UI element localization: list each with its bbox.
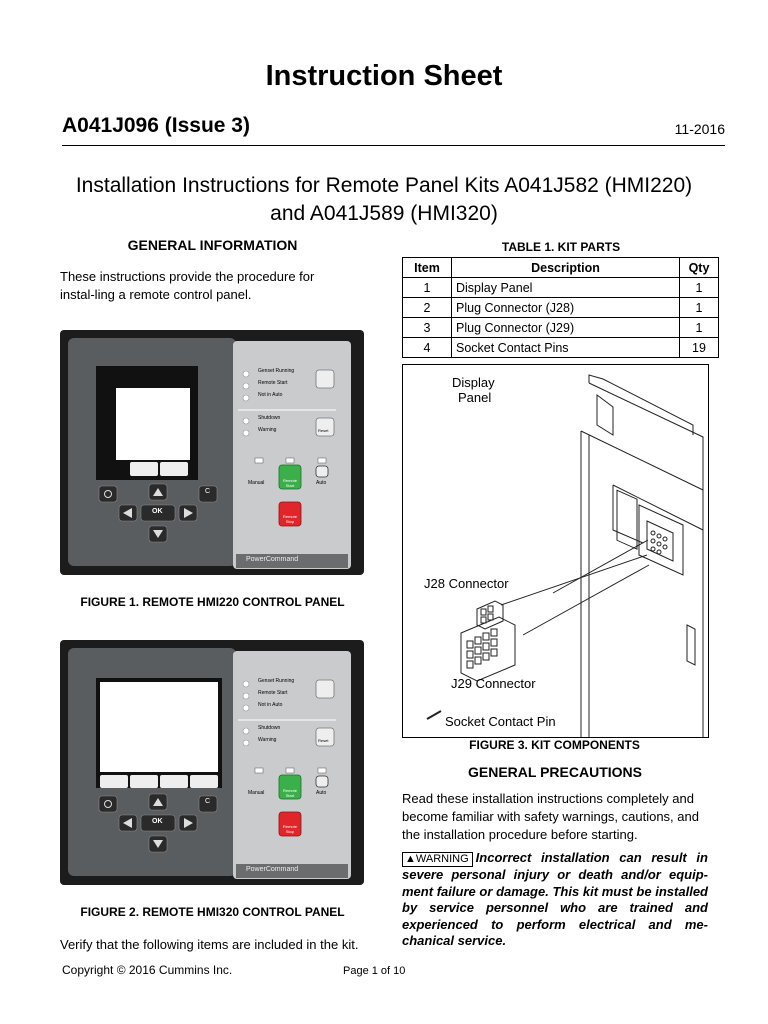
description-cell: Socket Contact Pins [452, 338, 680, 358]
label-reset: Reset [318, 428, 329, 433]
label-genset-running: Genset Running [258, 368, 295, 374]
label-remote-start: Remote Start [258, 690, 288, 696]
figure-2-hmi320-panel [60, 640, 364, 885]
label-j28-connector: J28 Connector [424, 576, 509, 591]
item-cell: 3 [403, 318, 452, 338]
general-info-heading: GENERAL INFORMATION [127, 237, 298, 253]
hmi320-panel-illustration [60, 640, 364, 885]
figure-1-caption: FIGURE 1. REMOTE HMI220 CONTROL PANEL [80, 595, 345, 609]
warning-badge-label: WARNING [415, 853, 469, 865]
label-shutdown: Shutdown [258, 725, 281, 731]
figure-1-hmi220-panel [60, 330, 364, 575]
warning-triangle-icon: ▲ [405, 853, 416, 865]
label-remote-start-button: Remote Start [282, 788, 297, 798]
warning-block [402, 850, 708, 950]
col-item-header: Item [403, 258, 452, 278]
label-not-in-auto: Not in Auto [258, 392, 283, 398]
label-manual: Manual [248, 790, 265, 796]
table-header-row [403, 258, 719, 278]
qty-cell: 1 [680, 278, 719, 298]
kit-components-illustration [403, 365, 708, 737]
label-j29-connector: J29 Connector [451, 676, 536, 691]
description-cell: Display Panel [452, 278, 680, 298]
label-not-in-auto: Not in Auto [258, 702, 283, 708]
label-warning: Warning [258, 427, 277, 433]
label-display-line-2: Panel [458, 390, 492, 405]
table-row [403, 338, 719, 358]
label-socket-contact-pin: Socket Contact Pin [445, 714, 556, 729]
warning-text: Incorrect installation can result in severe personal injury or death and/or equip-ment failure or damage. This kit must be installed by service personnel who are trained and experienced to perform electrical and me-chanical service. [402, 850, 708, 948]
kit-parts-table [402, 257, 719, 358]
description-cell: Plug Connector (J28) [452, 298, 680, 318]
label-display-line-1: Display [452, 375, 495, 390]
label-remote-start: Remote Start [258, 380, 288, 386]
c-key-label: C [205, 798, 211, 805]
label-auto: Auto [316, 480, 327, 486]
ok-key-label: OK [152, 508, 163, 515]
document-date: 11-2016 [674, 121, 725, 137]
document-subtitle [40, 172, 728, 228]
general-info-text: These instructions provide the procedure for instal-ling a remote control panel. [60, 269, 315, 302]
hmi220-panel-illustration [60, 330, 364, 575]
label-warning: Warning [258, 737, 277, 743]
precautions-heading: GENERAL PRECAUTIONS [468, 764, 642, 780]
table-1-title: TABLE 1. KIT PARTS [501, 240, 621, 254]
document-title: Instruction Sheet [265, 60, 503, 92]
item-cell: 2 [403, 298, 452, 318]
ok-key-label: OK [152, 818, 163, 825]
label-remote-stop-button: Remote Stop [282, 514, 297, 524]
item-cell: 4 [403, 338, 452, 358]
copyright: Copyright © 2016 Cummins Inc. [62, 963, 233, 977]
description-cell: Plug Connector (J29) [452, 318, 680, 338]
label-shutdown: Shutdown [258, 415, 281, 421]
page-number: Page 1 of 10 [343, 965, 406, 977]
c-key-label: C [205, 488, 211, 495]
powercommand-logo: PowerCommand [246, 866, 299, 873]
verify-items-text: Verify that the following items are included in the kit. [60, 937, 359, 952]
item-cell: 1 [403, 278, 452, 298]
table-row [403, 298, 719, 318]
label-genset-running: Genset Running [258, 678, 295, 684]
label-auto: Auto [316, 790, 327, 796]
table-row [403, 278, 719, 298]
powercommand-logo: PowerCommand [246, 556, 299, 563]
qty-cell: 1 [680, 298, 719, 318]
col-qty-header: Qty [680, 258, 719, 278]
precautions-text: Read these installation instructions completely and become familiar with safety warnings, cautions, and the installation procedure before starting. [402, 791, 699, 842]
warning-badge [402, 852, 473, 867]
label-reset: Reset [318, 738, 329, 743]
header-divider [62, 145, 725, 146]
figure-3-kit-components [402, 364, 709, 738]
qty-cell: 19 [680, 338, 719, 358]
figure-2-caption: FIGURE 2. REMOTE HMI320 CONTROL PANEL [80, 905, 345, 919]
label-manual: Manual [248, 480, 265, 486]
label-remote-stop-button: Remote Stop [282, 824, 297, 834]
table-row [403, 318, 719, 338]
label-remote-start-button: Remote Start [282, 478, 297, 488]
figure-3-caption: FIGURE 3. KIT COMPONENTS [469, 738, 640, 752]
document-id: A041J096 (Issue 3) [62, 114, 250, 137]
qty-cell: 1 [680, 318, 719, 338]
subtitle-line-1: Installation Instructions for Remote Panel Kits A041J582 (HMI220) [75, 174, 693, 197]
col-description-header: Description [452, 258, 680, 278]
subtitle-line-2: and A041J589 (HMI320) [270, 202, 498, 225]
